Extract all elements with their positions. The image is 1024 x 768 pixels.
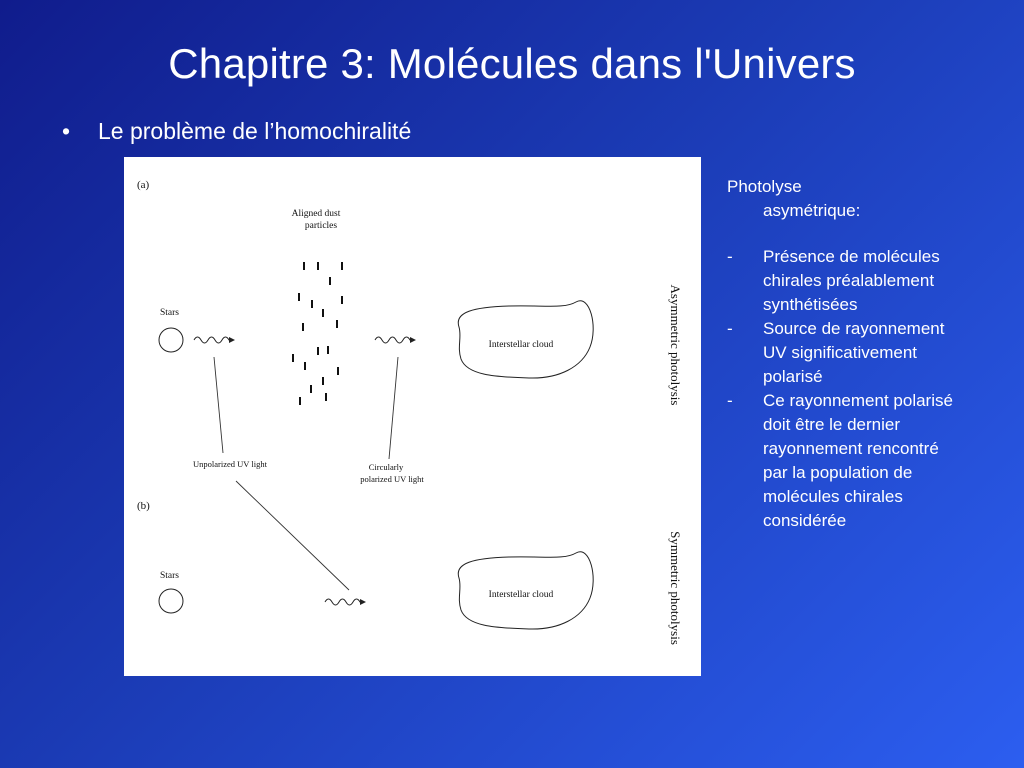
side-heading-line2: asymétrique:: [763, 201, 861, 220]
cloud-label-a: Interstellar cloud: [488, 340, 554, 350]
cloud-label-b: Interstellar cloud: [488, 590, 554, 600]
dust-label-line2: particles: [304, 221, 338, 231]
side-text-panel: [727, 175, 967, 533]
bullet-dot: •: [62, 118, 71, 144]
circular-uv-label-line2: polarized UV light: [360, 474, 424, 484]
circular-wave-arrow: [375, 337, 415, 343]
dust-label-line1: Aligned dust: [291, 209, 341, 219]
panel-b-tag: (b): [137, 500, 150, 512]
unpolarized-leader-up: [214, 357, 223, 453]
circular-leader: [389, 357, 398, 459]
side-heading-line1: Photolyse: [727, 177, 802, 196]
slide-title: Chapitre 3: Molécules dans l'Univers: [168, 40, 856, 87]
stars-label-a: Stars: [160, 308, 179, 318]
photolysis-diagram: [124, 157, 701, 676]
side-list-item: [727, 389, 967, 533]
dash-marker: -: [727, 247, 733, 266]
symmetric-photolysis-label: Symmetric photolysis: [668, 531, 683, 645]
side-list-item-text: Ce rayonnement polarisé doit être le dernier rayonnement rencontré par la population de molécules chirales considérée: [763, 391, 953, 530]
unpolarized-wave-arrow-a: [194, 337, 234, 343]
star-icon-b: [159, 589, 183, 613]
unpolarized-uv-label: Unpolarized UV light: [193, 459, 267, 469]
aligned-dust-particles: [293, 262, 342, 405]
side-list-item-text: Présence de molécules chirales préalablement synthétisées: [763, 247, 940, 314]
bullet-point: [62, 118, 411, 145]
side-list-item-text: Source de rayonnement UV significativement polarisé: [763, 319, 945, 386]
unpolarized-wave-arrow-b: [325, 599, 365, 605]
side-list-item: [727, 317, 967, 389]
photolysis-figure: [124, 157, 701, 676]
star-icon-a: [159, 328, 183, 352]
stars-label-b: Stars: [160, 571, 179, 581]
panel-a-tag: (a): [137, 179, 150, 191]
asymmetric-photolysis-label: Asymmetric photolysis: [668, 284, 683, 406]
side-heading: [727, 175, 967, 223]
side-list: [727, 245, 967, 533]
dash-marker: -: [727, 319, 733, 338]
bullet-text: Le problème de l’homochiralité: [98, 118, 412, 144]
circular-uv-label-line1: Circularly: [368, 462, 404, 472]
unpolarized-leader-down: [236, 481, 349, 590]
side-list-item: [727, 245, 967, 317]
dash-marker: -: [727, 391, 733, 410]
